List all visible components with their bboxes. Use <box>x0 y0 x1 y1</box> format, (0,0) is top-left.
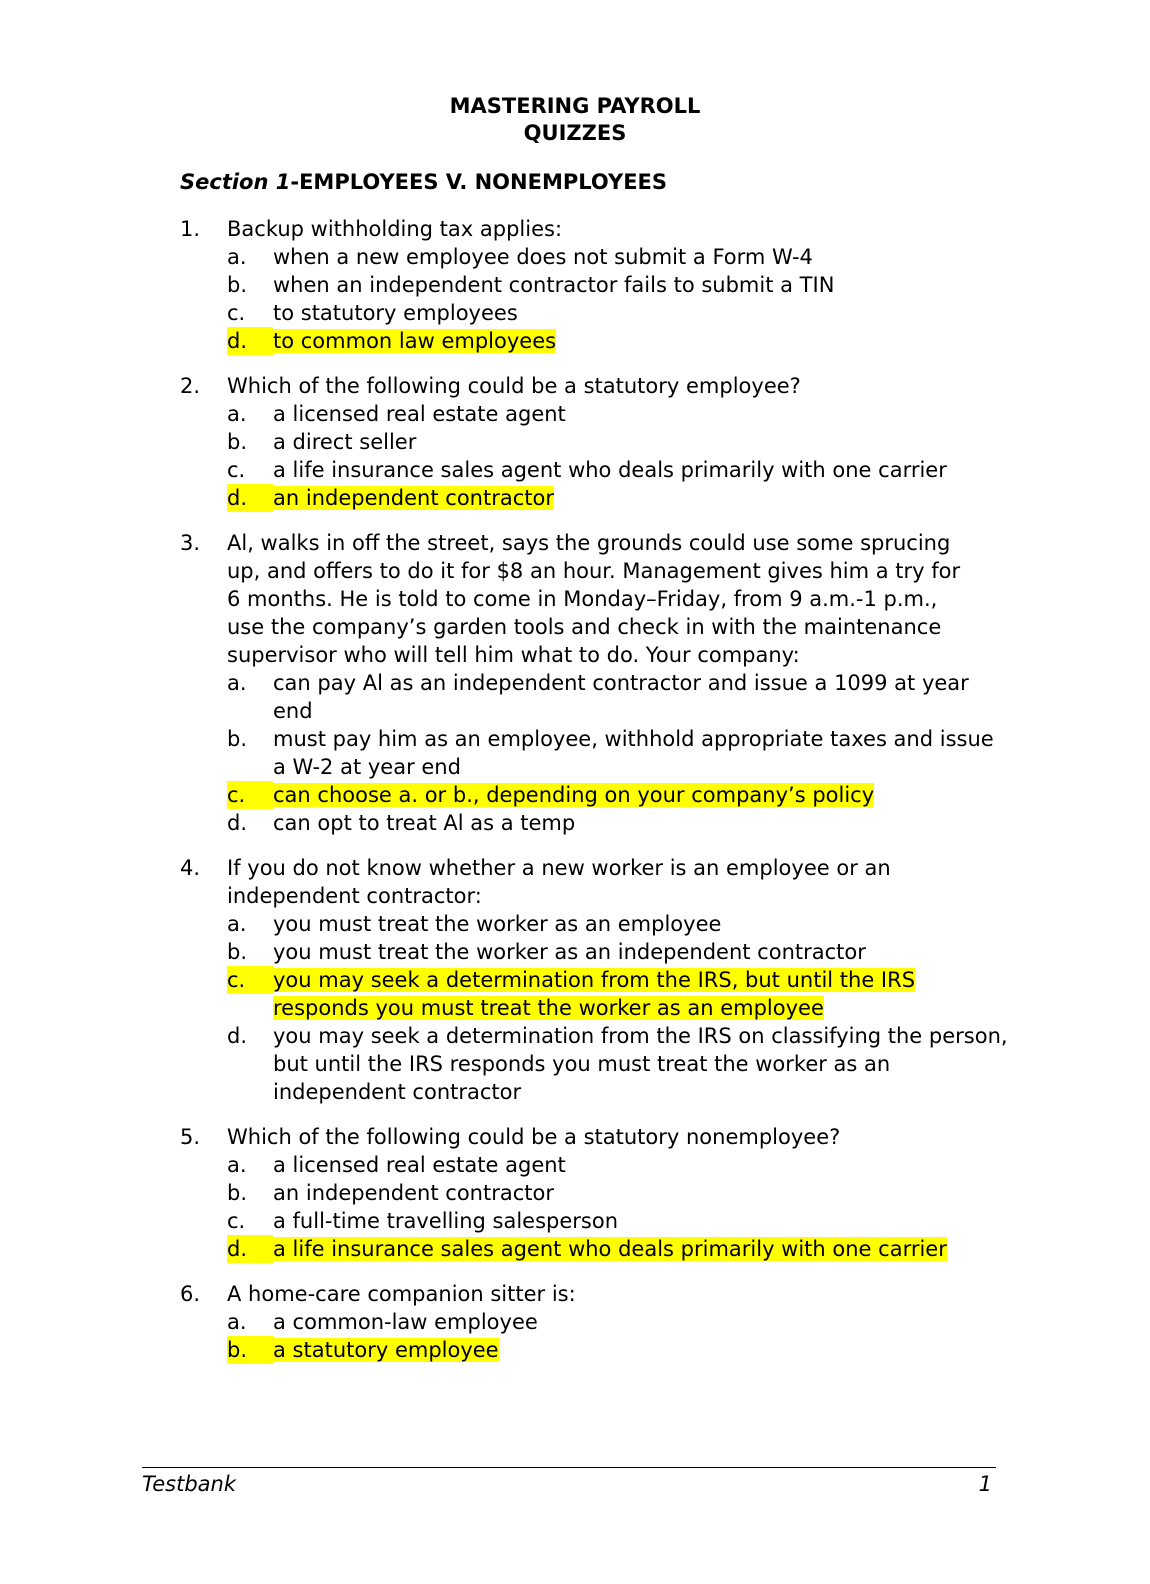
section-title: -EMPLOYEES V. NONEMPLOYEES <box>290 170 668 194</box>
document-title <box>0 93 1150 147</box>
option-letter: d. <box>227 1024 248 1048</box>
option-text: a direct seller <box>273 430 417 454</box>
answer-option <box>227 1022 1010 1106</box>
option-letter: a. <box>227 1310 247 1334</box>
answer-option <box>227 910 1010 938</box>
answer-option <box>227 669 1010 725</box>
answer-option <box>227 1179 1010 1207</box>
option-letter: d. <box>227 484 273 512</box>
title-line-2: QUIZZES <box>523 121 627 145</box>
option-text: you may seek a determination from the IRS, but until the IRS responds you must treat the worker as an employee <box>273 968 916 1020</box>
question-item <box>180 1123 1010 1263</box>
section-heading <box>180 168 667 196</box>
answer-option <box>227 299 1010 327</box>
option-text: a licensed real estate agent <box>273 1153 566 1177</box>
answer-option-highlighted <box>227 1336 1010 1364</box>
option-letter: c. <box>227 966 273 994</box>
option-text: a common-law employee <box>273 1310 538 1334</box>
option-letter: b. <box>227 940 248 964</box>
answer-options <box>227 669 1010 837</box>
question-text: Backup withholding tax applies: <box>227 217 563 241</box>
option-letter: c. <box>227 781 273 809</box>
answer-option <box>227 938 1010 966</box>
question-number: 3. <box>180 531 201 555</box>
title-line-1: MASTERING PAYROLL <box>449 94 701 118</box>
question-stem <box>180 1123 1010 1151</box>
question-stem <box>180 529 1010 669</box>
option-letter: b. <box>227 430 248 454</box>
question-item <box>180 1280 1010 1364</box>
answer-option <box>227 1308 1010 1336</box>
answer-option <box>227 243 1010 271</box>
answer-option-highlighted <box>227 327 1010 355</box>
answer-option <box>227 271 1010 299</box>
question-number: 2. <box>180 374 201 398</box>
question-item <box>180 854 1010 1106</box>
option-text: an independent contractor <box>273 1181 554 1205</box>
option-letter: a. <box>227 1153 247 1177</box>
answer-option-highlighted <box>227 781 1010 809</box>
question-text: Which of the following could be a statutory employee? <box>227 374 801 398</box>
answer-option-highlighted <box>227 484 1010 512</box>
option-text: to statutory employees <box>273 301 518 325</box>
question-item <box>180 372 1010 512</box>
answer-options <box>227 1308 1010 1364</box>
question-stem <box>180 372 1010 400</box>
question-stem <box>180 215 1010 243</box>
question-stem <box>180 854 1010 910</box>
option-letter: b. <box>227 1336 273 1364</box>
answer-options <box>227 910 1010 1106</box>
answer-options <box>227 243 1010 355</box>
page-number: 1 <box>978 1472 992 1496</box>
question-item <box>180 529 1010 837</box>
footer-divider <box>142 1467 996 1468</box>
answer-option <box>227 809 1010 837</box>
question-number: 4. <box>180 856 201 880</box>
question-number: 5. <box>180 1125 201 1149</box>
option-text: can pay Al as an independent contractor and issue a 1099 at year end <box>273 671 969 723</box>
footer-label: Testbank <box>142 1472 236 1496</box>
answer-option <box>227 1151 1010 1179</box>
option-letter: d. <box>227 811 248 835</box>
question-text: Al, walks in off the street, says the grounds could use some sprucing up, and offers to do it for $8 an hour. Management gives him a try for 6 months. He is told to come in Monday–Friday, from 9 a.m.-1 p.m., use the company’s garden tools and check in with the maintenance supervisor who will tell him what to do. Your company: <box>227 531 961 667</box>
option-text: an independent contractor <box>273 486 554 510</box>
option-text: can opt to treat Al as a temp <box>273 811 576 835</box>
answer-option <box>227 1207 1010 1235</box>
option-text: a statutory employee <box>273 1338 499 1362</box>
question-number: 6. <box>180 1282 201 1306</box>
question-number: 1. <box>180 217 201 241</box>
option-letter: c. <box>227 1209 246 1233</box>
option-letter: b. <box>227 273 248 297</box>
option-text: you must treat the worker as an independent contractor <box>273 940 866 964</box>
answer-option-highlighted <box>227 1235 1010 1263</box>
option-text: a licensed real estate agent <box>273 402 566 426</box>
answer-option <box>227 400 1010 428</box>
option-text: a full-time travelling salesperson <box>273 1209 619 1233</box>
option-letter: a. <box>227 245 247 269</box>
option-letter: a. <box>227 912 247 936</box>
option-letter: d. <box>227 327 273 355</box>
option-text: you may seek a determination from the IRS on classifying the person, but until the IRS responds you must treat the worker as an independent contractor <box>273 1024 1008 1104</box>
option-text: you must treat the worker as an employee <box>273 912 722 936</box>
option-letter: d. <box>227 1235 273 1263</box>
option-text: must pay him as an employee, withhold appropriate taxes and issue a W-2 at year end <box>273 727 994 779</box>
option-letter: b. <box>227 727 248 751</box>
section-label: Section 1 <box>180 170 291 194</box>
option-text: when an independent contractor fails to submit a TIN <box>273 273 835 297</box>
option-letter: c. <box>227 301 246 325</box>
option-text: can choose a. or b., depending on your company’s policy <box>273 783 875 807</box>
answer-option-highlighted <box>227 966 1010 1022</box>
option-letter: a. <box>227 402 247 426</box>
answer-options <box>227 400 1010 512</box>
option-text: when a new employee does not submit a Form W-4 <box>273 245 813 269</box>
option-text: a life insurance sales agent who deals primarily with one carrier <box>273 1237 947 1261</box>
question-text: A home-care companion sitter is: <box>227 1282 576 1306</box>
answer-option <box>227 456 1010 484</box>
option-text: to common law employees <box>273 329 557 353</box>
question-item <box>180 215 1010 355</box>
option-letter: b. <box>227 1181 248 1205</box>
answer-options <box>227 1151 1010 1263</box>
question-stem <box>180 1280 1010 1308</box>
option-letter: c. <box>227 458 246 482</box>
answer-option <box>227 428 1010 456</box>
answer-option <box>227 725 1010 781</box>
question-text: Which of the following could be a statutory nonemployee? <box>227 1125 841 1149</box>
question-text: If you do not know whether a new worker is an employee or an independent contractor: <box>227 856 891 908</box>
option-letter: a. <box>227 671 247 695</box>
option-text: a life insurance sales agent who deals primarily with one carrier <box>273 458 947 482</box>
question-list <box>180 215 1010 1381</box>
